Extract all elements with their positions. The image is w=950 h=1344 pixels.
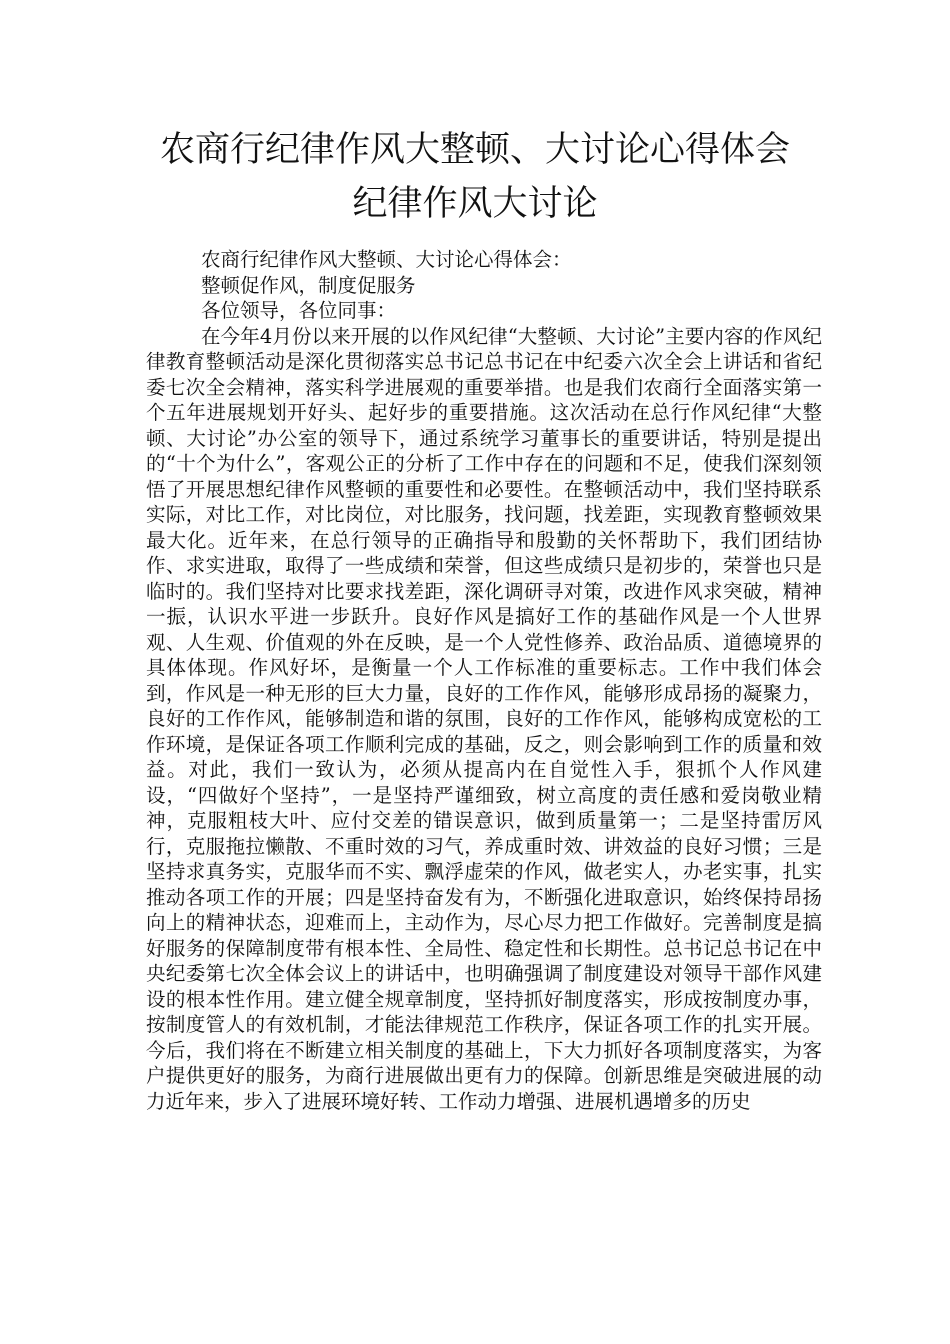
document-body bbox=[146, 247, 822, 1114]
intro-heading: 农商行纪律作风大整顿、大讨论心得体会： bbox=[201, 248, 572, 271]
salutation: 各位领导，各位同事： bbox=[201, 299, 397, 322]
title-line-2: 纪律作风大讨论 bbox=[352, 184, 598, 224]
title-line-1: 农商行纪律作风大整顿、大讨论心得体会 bbox=[159, 130, 790, 170]
body-paragraph: 在今年4月份以来开展的以作风纪律“大整顿、大讨论”主要内容的作风纪律教育整顿活动是深化贯彻落实总书记总书记在中纪委六次全会上讲话和省纪委七次全会精神，落实科学进展观的重要举措。也是我们农商行全面落实第一个五年进展规划开好头、起好步的重要措施。这次活动在总行作风纪律“大整顿、大讨论”办公室的领导下，通过系统学习董事长的重要讲话，特别是提出的“十个为什么”，客观公正的分析了工作中存在的问题和不足，使我们深刻领悟了开展思想纪律作风整顿的重要性和必要性。在整顿活动中，我们坚持联系实际，对比工作，对比岗位，对比服务，找问题，找差距，实现教育整顿效果最大化。近年来，在总行领导的正确指导和殷勤的关怀帮助下，我们团结协作、求实进取，取得了一些成绩和荣誉，但这些成绩只是初步的，荣誉也只是临时的。我们坚持对比要求找差距，深化调研寻对策，改进作风求突破，精神一振，认识水平进一步跃升。良好作风是搞好工作的基础作风是一个人世界观、人生观、价值观的外在反映，是一个人党性修养、政治品质、道德境界的具体体现。作风好坏，是衡量一个人工作标准的重要标志。工作中我们体会到，作风是一种无形的巨大力量，良好的工作作风，能够形成昂扬的凝聚力，良好的工作作风，能够制造和谐的氛围，良好的工作作风，能够构成宽松的工作环境，是保证各项工作顺利完成的基础，反之，则会影响到工作的质量和效益。对此，我们一致认为，必须从提高内在自觉性入手，狠抓个人作风建设，“四做好个坚持”，一是坚持严谨细致，树立高度的责任感和爱岗敬业精神，克服粗枝大叶、应付交差的错误意识，做到质量第一；二是坚持雷厉风行，克服拖拉懒散、不重时效的习气，养成重时效、讲效益的良好习惯；三是坚持求真务实，克服华而不实、飘浮虚荣的作风，做老实人，办老实事，扎实推动各项工作的开展；四是坚持奋发有为，不断强化进取意识，始终保持昂扬向上的精神状态，迎难而上，主动作为，尽心尽力把工作做好。完善制度是搞好服务的保障制度带有根本性、全局性、稳定性和长期性。总书记总书记在中央纪委第七次全体会议上的讲话中，也明确强调了制度建设对领导干部作风建设的根本性作用。建立健全规章制度，坚持抓好制度落实，形成按制度办事，按制度管人的有效机制，才能法律规范工作秩序，保证各项工作的扎实开展。今后，我们将在不断建立相关制度的基础上，下大力抓好各项制度落实，为客户提供更好的服务，为商行进展做出更有力的保障。创新思维是突破进展的动力近年来，步入了进展环境好转、工作动力增强、进展机遇增多的历史 bbox=[146, 324, 822, 1113]
intro-subtitle: 整顿促作风，制度促服务 bbox=[201, 273, 416, 297]
document-title bbox=[0, 126, 950, 228]
